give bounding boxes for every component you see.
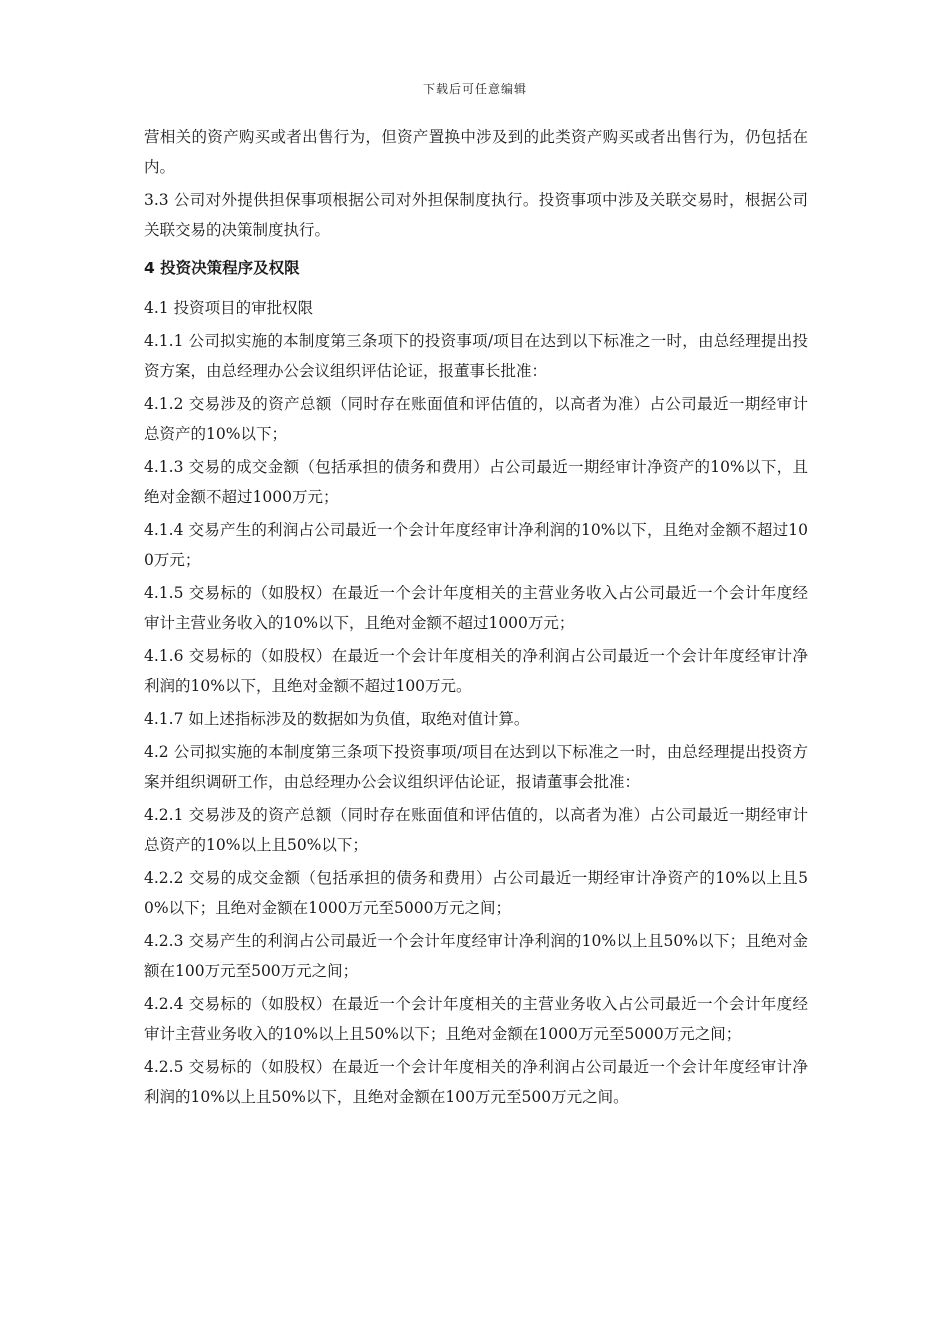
paragraph-continuation: 营相关的资产购买或者出售行为，但资产置换中涉及到的此类资产购买或者出售行为，仍包括在内。 xyxy=(144,128,808,176)
paragraph-4-2: 4.2 公司拟实施的本制度第三条项下投资事项/项目在达到以下标准之一时，由总经理提出投资方案并组织调研工作，由总经理办公会议组织评估论证，报请董事会批准： xyxy=(144,743,808,791)
paragraph-4-2-2: 4.2.2 交易的成交金额（包括承担的债务和费用）占公司最近一期经审计净资产的10%以上且50%以下；且绝对金额在1000万元至5000万元之间； xyxy=(144,869,808,917)
paragraph-4-1-4: 4.1.4 交易产生的利润占公司最近一个会计年度经审计净利润的10%以下，且绝对金额不超过100万元； xyxy=(144,521,808,569)
paragraph-4-2-3: 4.2.3 交易产生的利润占公司最近一个会计年度经审计净利润的10%以上且50%以下；且绝对金额在100万元至500万元之间； xyxy=(144,932,808,980)
paragraph-4-1-1: 4.1.1 公司拟实施的本制度第三条项下的投资事项/项目在达到以下标准之一时，由总经理提出投资方案，由总经理办公会议组织评估论证，报董事长批准： xyxy=(144,332,808,380)
paragraph-4-2-1: 4.2.1 交易涉及的资产总额（同时存在账面值和评估值的，以高者为准）占公司最近一期经审计总资产的10%以上且50%以下； xyxy=(144,806,808,854)
paragraph-4-1: 4.1 投资项目的审批权限 xyxy=(144,299,314,317)
paragraph-3-3: 3.3 公司对外提供担保事项根据公司对外担保制度执行。投资事项中涉及关联交易时，根据公司关联交易的决策制度执行。 xyxy=(144,191,808,239)
section-heading-4: 4 投资决策程序及权限 xyxy=(144,259,300,277)
paragraph-4-2-4: 4.2.4 交易标的（如股权）在最近一个会计年度相关的主营业务收入占公司最近一个会计年度经审计主营业务收入的10%以上且50%以下；且绝对金额在1000万元至5000万元之间； xyxy=(144,995,808,1043)
paragraph-4-1-7: 4.1.7 如上述指标涉及的数据如为负值，取绝对值计算。 xyxy=(144,710,530,728)
paragraph-4-1-3: 4.1.3 交易的成交金额（包括承担的债务和费用）占公司最近一期经审计净资产的10%以下，且绝对金额不超过1000万元； xyxy=(144,458,808,506)
page-header: 下载后可任意编辑 xyxy=(422,82,527,96)
paragraph-4-2-5: 4.2.5 交易标的（如股权）在最近一个会计年度相关的净利润占公司最近一个会计年度经审计净利润的10%以上且50%以下，且绝对金额在100万元至500万元之间。 xyxy=(144,1058,808,1106)
document-body xyxy=(144,122,808,1115)
paragraph-4-1-2: 4.1.2 交易涉及的资产总额（同时存在账面值和评估值的，以高者为准）占公司最近一期经审计总资产的10%以下； xyxy=(144,395,808,443)
paragraph-4-1-5: 4.1.5 交易标的（如股权）在最近一个会计年度相关的主营业务收入占公司最近一个会计年度经审计主营业务收入的10%以下，且绝对金额不超过1000万元； xyxy=(144,584,808,632)
paragraph-4-1-6: 4.1.6 交易标的（如股权）在最近一个会计年度相关的净利润占公司最近一个会计年度经审计净利润的10%以下，且绝对金额不超过100万元。 xyxy=(144,647,808,695)
